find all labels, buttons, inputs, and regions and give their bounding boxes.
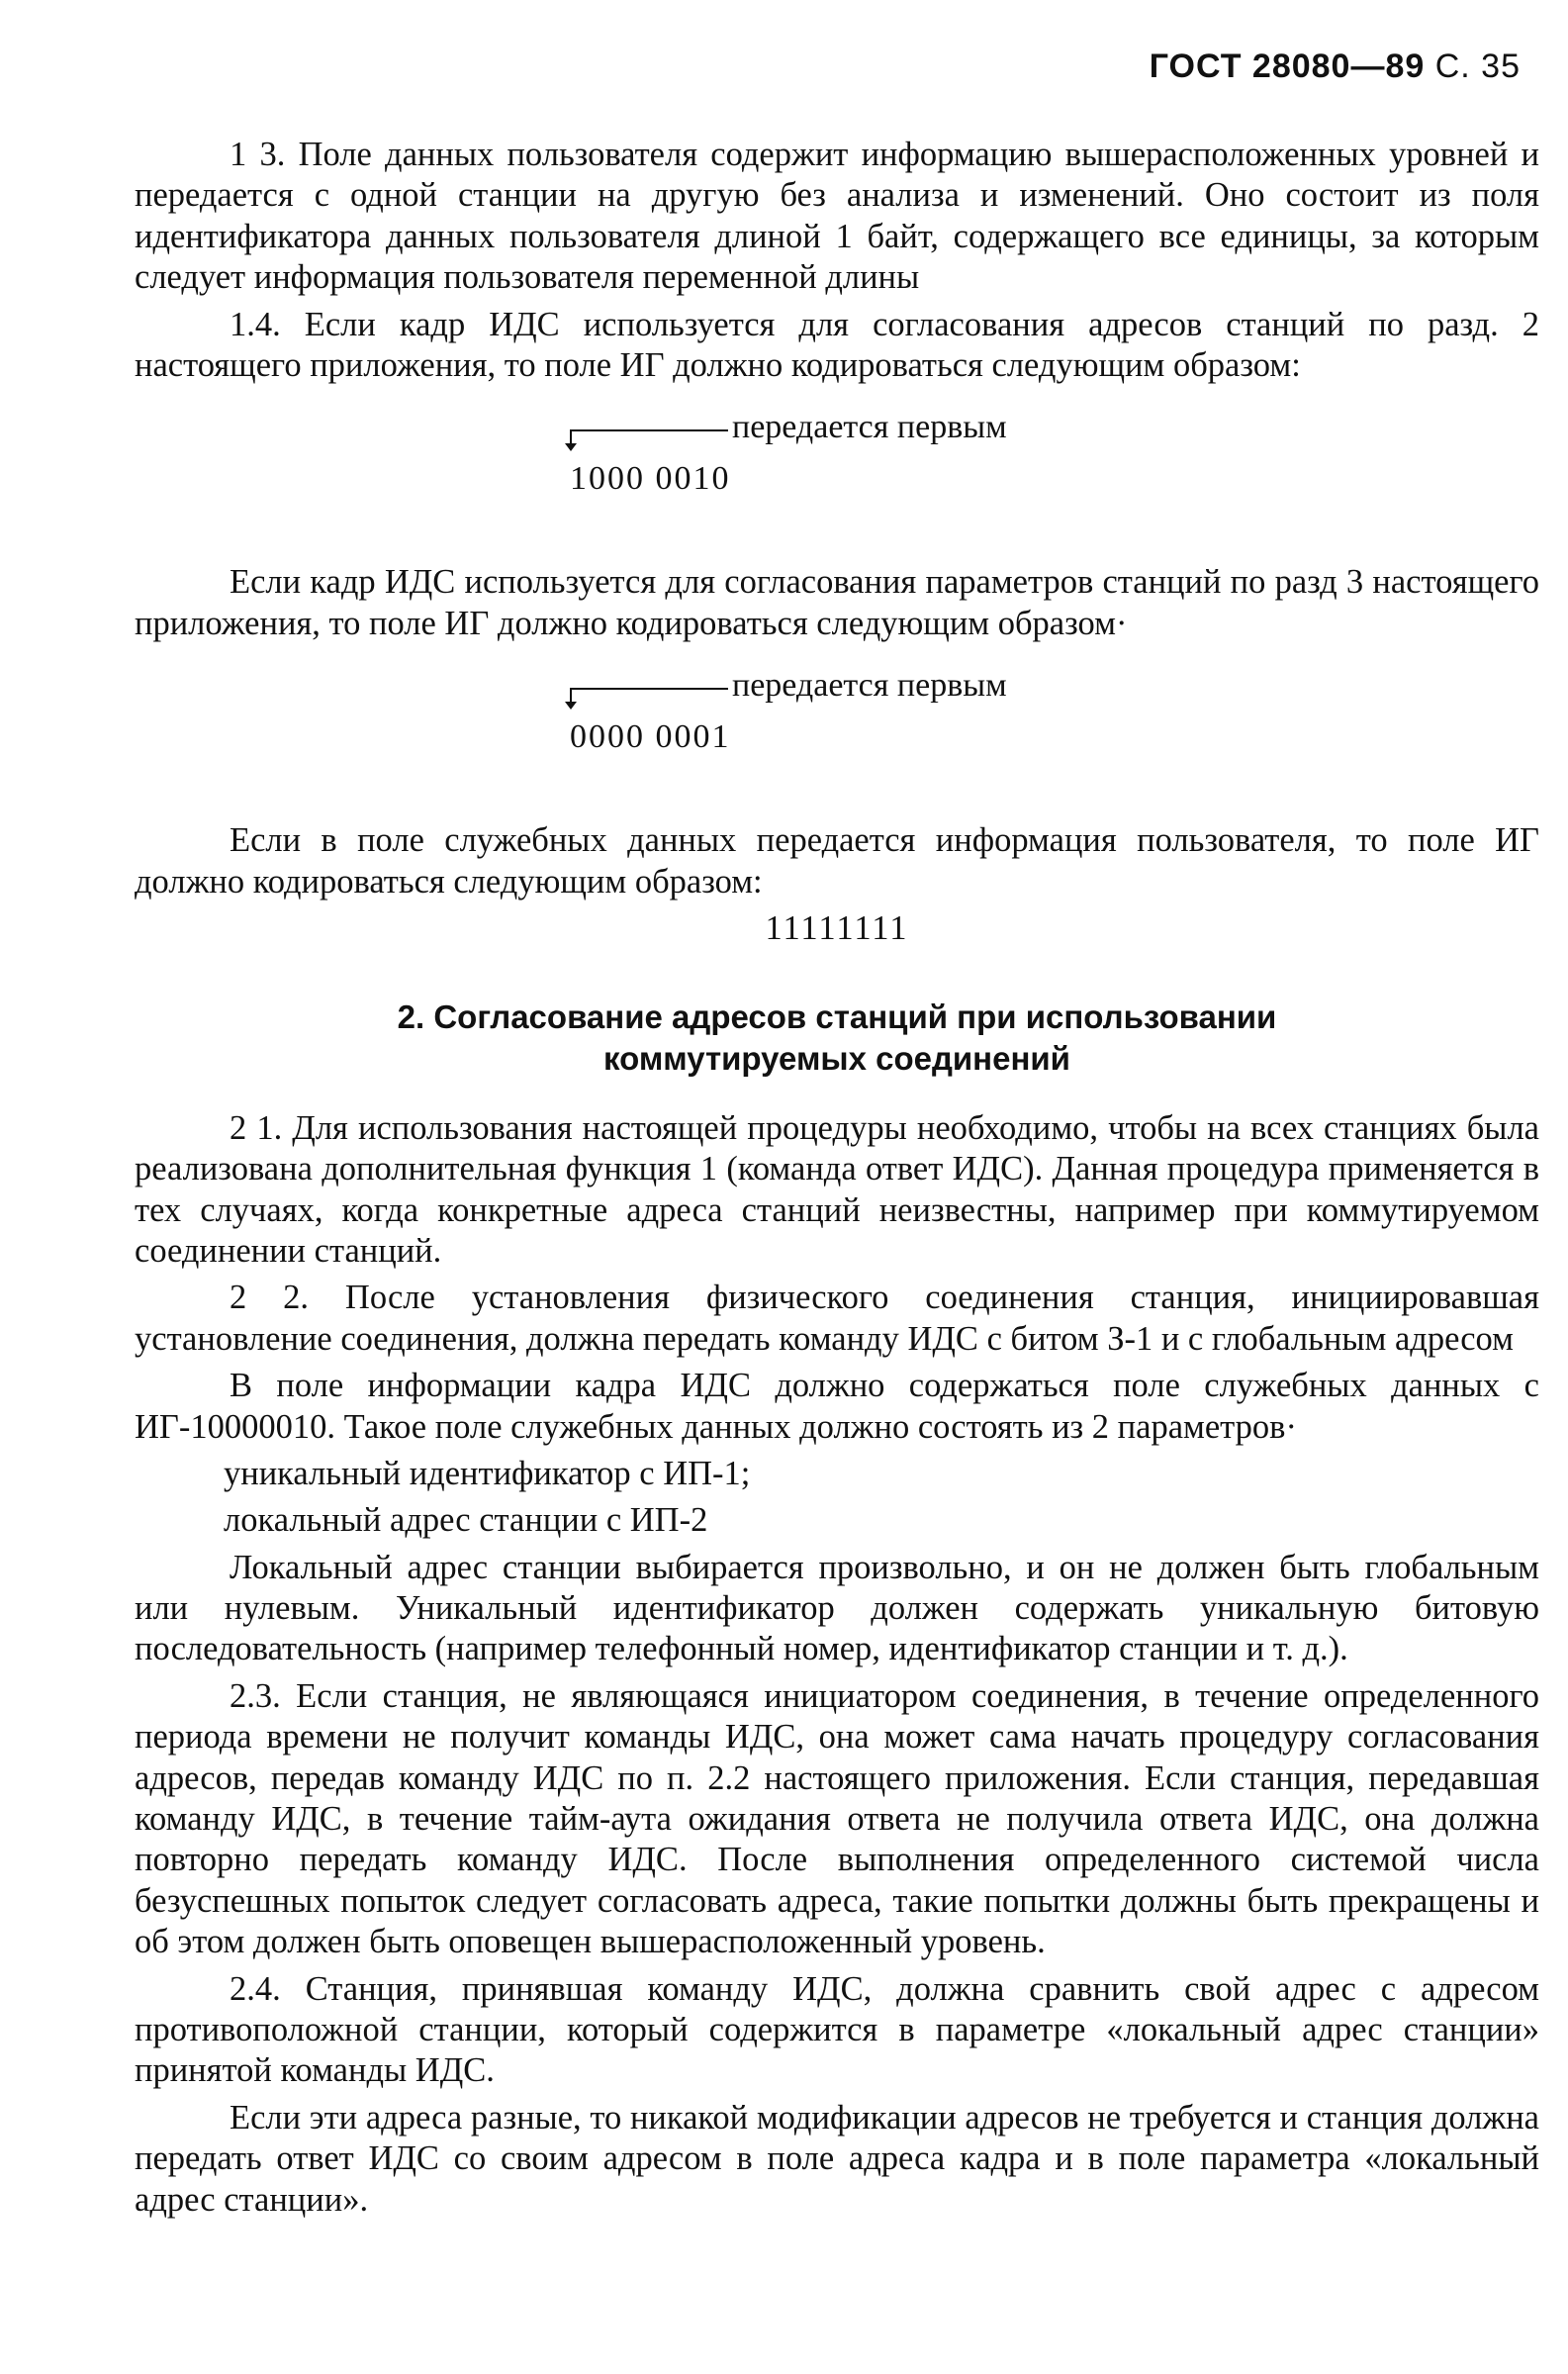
paragraph-1-4-parameters: Если кадр ИДС используется для согласования параметров станций по разд 3 настоящего приложения, то поле ИГ должно кодироваться следующим образом· (135, 563, 1539, 642)
paragraph-2-2-info: В поле информации кадра ИДС должно содержаться поле служебных данных с ИГ-10000010. Такое поле служебных данных должно состоять из 2 параметров· (135, 1367, 1539, 1446)
parameter-item: уникальный идентификатор с ИП-1; (224, 1454, 751, 1492)
section-title-line: коммутируемых соединений (603, 1039, 1070, 1077)
paragraph-2-2: 2 2. После установления физического соединения станция, инициировавшая установление соединения, должна передать команду ИДС с битом З-1 и с глобальным адресом (135, 1279, 1539, 1358)
page-number: С. 35 (1434, 47, 1521, 85)
section-title-line: 2. Согласование адресов станций при использовании (397, 998, 1277, 1036)
paragraph-1-3: 1 3. Поле данных пользователя содержит информацию вышерасположенных уровней и передается с одной станции на другую без анализа и изменений. Оно состоит из поля идентификатора данных пользователя длиной 1 байт, содержащего все единицы, за которым следует информация пользователя переменной длины (135, 136, 1539, 297)
paragraph-2-3: 2.3. Если станция, не являющаяся инициатором соединения, в течение определенного периода времени не получит команды ИДС, она может сама начать процедуру согласования адресов, передав команду ИДС по п. 2.2 настоящего приложения. Если станция, передавшая команду ИДС, в течение тайм-аута ожидания ответа не получила ответа ИДС, она должна повторно передать команду ИДС. После выполнения определенного системой числа безуспешных попыток следует согласовать адреса, такие попытки должны быть прекращены и об этом должен быть оповещен вышерасположенный уровень. (135, 1676, 1539, 1961)
page-header (1150, 47, 1521, 86)
paragraph-1-4-user-data: Если в поле служебных данных передается информация пользователя, то поле ИГ должно кодироваться следующим образом: (135, 821, 1539, 901)
code-value-user-data: 11111111 (765, 908, 909, 947)
transmit-order-arrow-icon (570, 429, 728, 445)
code-block-parameters (135, 667, 1539, 779)
paragraph-2-4-different: Если эти адреса разные, то никакой модификации адресов не требуется и станция должна передать ответ ИДС со своим адресом в поле адреса кадра и в поле параметра «локальный адрес станции». (135, 2098, 1539, 2219)
transmit-order-arrow-icon (570, 688, 728, 704)
paragraph-2-1: 2 1. Для использования настоящей процедуры необходимо, чтобы на всех станциях была реализована дополнительная функция 1 (команда ответ ИДС). Данная процедура применяется в тех случаях, когда конкретные адреса станций неизвестны, например при коммутируемом соединении станций. (135, 1108, 1539, 1270)
transmitted-first-label: передается первым (732, 409, 1007, 446)
section-2-title (135, 997, 1539, 1079)
paragraph-1-4: 1.4. Если кадр ИДС используется для согласования адресов станций по разд. 2 настоящего приложения, то поле ИГ должно кодироваться следующим образом: (135, 305, 1539, 384)
paragraph-2-2-local-address: Локальный адрес станции выбирается произвольно, и он не должен быть глобальным или нулевым. Уникальный идентификатор должен содержать уникальную битовую последовательность (например телефонный номер, идентификатор станции и т. д.). (135, 1548, 1539, 1668)
paragraph-2-4: 2.4. Станция, принявшая команду ИДС, должна сравнить свой адрес с адресом противоположной станции, который содержится в параметре «локальный адрес станции» принятой команды ИДС. (135, 1969, 1539, 2090)
standard-number: ГОСТ 28080—89 (1149, 47, 1426, 85)
document-body (135, 135, 1539, 2227)
code-value: 1000 0010 (570, 460, 731, 498)
parameter-item: локальный адрес станции с ИП-2 (224, 1501, 708, 1540)
code-value: 0000 0001 (570, 718, 731, 756)
transmitted-first-label: передается первым (732, 667, 1007, 705)
code-block-address (135, 409, 1539, 521)
